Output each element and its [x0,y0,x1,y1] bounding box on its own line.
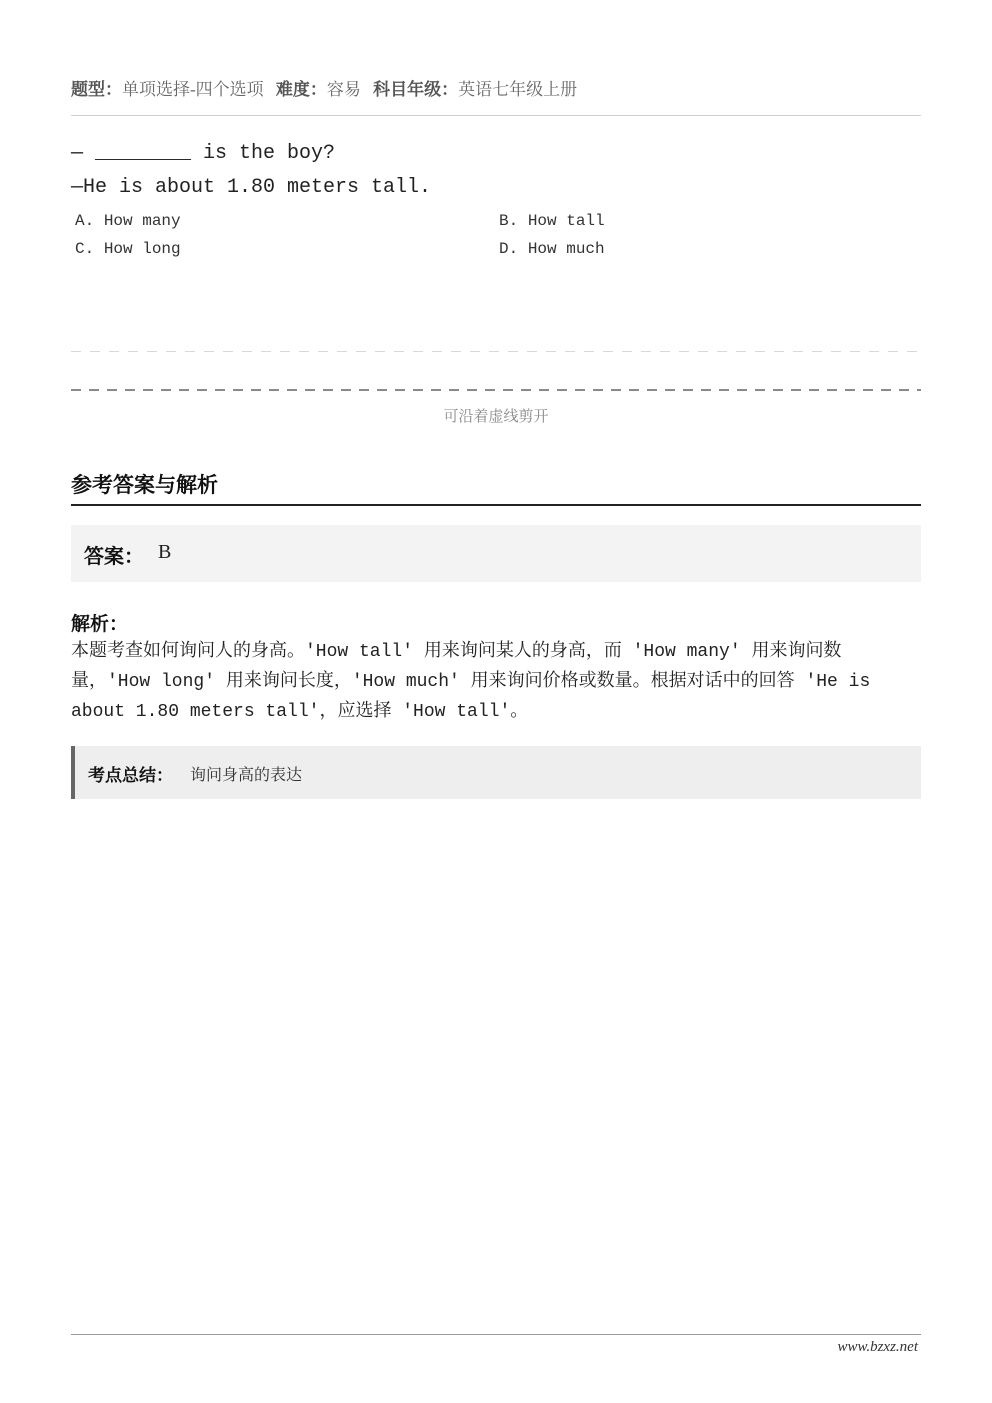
difficulty-label: 难度： [275,80,327,99]
analysis-label: 解析： [71,614,129,635]
analysis-text [71,637,921,727]
analysis-line: about 1.80 meters tall'，应选择 'How tall'。 [71,702,529,722]
key-point-label: 考点总结： [88,766,173,785]
option-letter: B. [499,212,519,230]
cut-dashed-line [71,389,921,391]
answer-box [71,525,921,582]
difficulty-value: 容易 [326,80,361,99]
key-point-value: 询问身高的表达 [190,767,303,784]
option-letter: D. [499,240,519,258]
option-c [75,238,181,260]
question-line-1: — ________ is the boy? [71,142,336,165]
option-a [75,210,181,232]
question-line-2: —He is about 1.80 meters tall. [71,176,432,199]
option-d [499,238,605,260]
option-text: How long [103,240,181,258]
subject-value: 英语七年级上册 [458,80,578,99]
footer-divider [71,1334,921,1335]
cut-hint: 可沿着虚线剪开 [443,409,549,425]
type-value: 单项选择-四个选项 [122,80,264,99]
analysis-line: 本题考查如何询问人的身高。'How tall' 用来询问某人的身高，而 'How many' 用来询问数 [71,642,842,662]
subject-label: 科目年级： [373,80,459,99]
analysis-line: 量，'How long' 用来询问长度，'How much' 用来询问价格或数量。根据对话中的回答 'He is [71,672,871,692]
type-label: 题型： [71,80,122,99]
option-text: How much [527,240,605,258]
footer-site-link[interactable]: www.bzxz.net [837,1339,918,1355]
option-letter: C. [75,240,95,258]
question-meta-header [71,78,585,102]
answer-space-dashed-line [71,351,921,352]
header-divider [71,115,921,116]
option-text: How tall [527,212,605,230]
key-point-box [71,746,921,799]
option-b [499,210,605,232]
option-text: How many [103,212,181,230]
answer-section-divider [71,504,921,506]
option-letter: A. [75,212,95,230]
answer-label: 答案： [84,546,144,568]
answer-value: B [158,541,172,563]
answer-section-title: 参考答案与解析 [71,474,218,497]
